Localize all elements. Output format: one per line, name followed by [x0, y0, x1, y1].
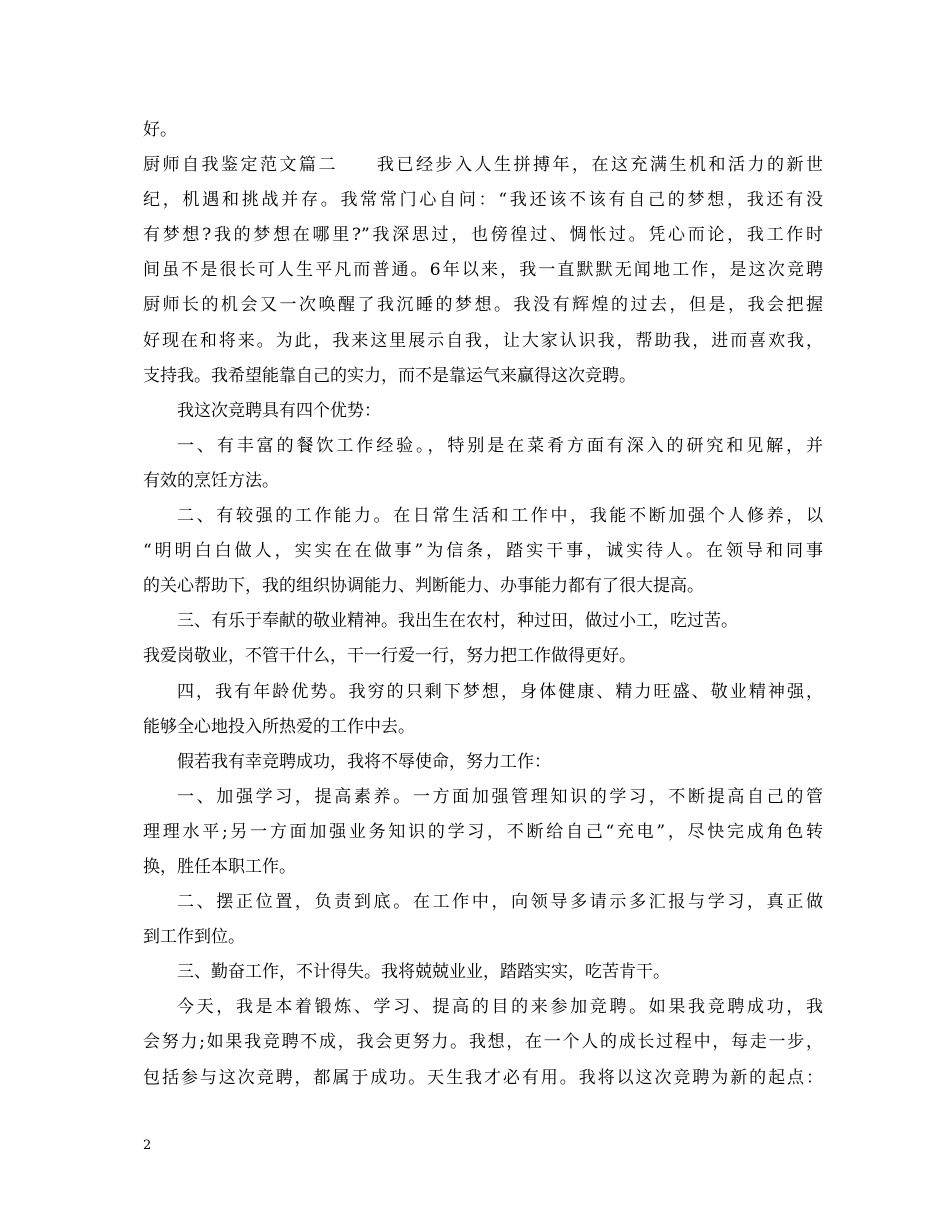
body-line: 二、有较强的工作能力。在日常生活和工作中，我能不断加强个人修养，以 [177, 506, 823, 527]
body-line: 到工作到位。 [143, 927, 245, 948]
body-line: 假若我有幸竞聘成功，我将不辱使命，努力工作： [177, 751, 551, 772]
body-line: 厨师自我鉴定范文篇二 我已经步入人生拼搏年，在这充满生机和活力的新世 [143, 155, 823, 176]
body-line: 一、有丰富的餐饮工作经验。，特别是在菜肴方面有深入的研究和见解，并 [177, 435, 823, 456]
body-line: 能够全心地投入所热爱的工作中去。 [143, 716, 415, 737]
body-line: 纪，机遇和挑战并存。我常常门心自问：“我还该不该有自己的梦想，我还有没 [143, 190, 823, 211]
body-line: 间虽不是很长可人生平凡而普通。6年以来，我一直默默无闻地工作，是这次竞聘 [143, 260, 823, 281]
body-line: 我爱岗敬业，不管干什么，干一行爱一行，努力把工作做得更好。 [143, 646, 636, 667]
body-line: 理理水平;另一方面加强业务知识的学习，不断给自己“充电”，尽快完成角色转 [143, 821, 823, 842]
body-line: 支持我。我希望能靠自己的实力，而不是靠运气来赢得这次竞聘。 [143, 365, 636, 386]
body-line: 我这次竞聘具有四个优势： [177, 400, 381, 421]
body-line: 好。 [143, 120, 177, 140]
document-body [143, 113, 823, 1096]
body-line: 厨师长的机会又一次唤醒了我沉睡的梦想。我没有辉煌的过去，但是，我会把握 [143, 295, 823, 316]
body-line: 一、加强学习，提高素养。一方面加强管理知识的学习，不断提高自己的管 [177, 786, 823, 807]
body-line: 好现在和将来。为此，我来这里展示自我，让大家认识我，帮助我，进而喜欢我， [143, 330, 823, 351]
body-line: 今天，我是本着锻炼、学习、提高的目的来参加竞聘。如果我竞聘成功，我 [177, 997, 823, 1018]
body-line: 三、有乐于奉献的敬业精神。我出生在农村，种过田，做过小工，吃过苦。 [177, 611, 738, 632]
body-line: 换，胜任本职工作。 [143, 856, 296, 877]
body-line: “明明白白做人，实实在在做事”为信条，踏实干事，诚实待人。在领导和同事 [143, 541, 823, 562]
body-line: 四，我有年龄优势。我穷的只剩下梦想，身体健康、精力旺盛、敬业精神强， [177, 681, 823, 702]
body-line: 三、勤奋工作，不计得失。我将兢兢业业，踏踏实实，吃苦肯干。 [177, 962, 670, 983]
body-line: 的关心帮助下，我的组织协调能力、判断能力、办事能力都有了很大提高。 [143, 576, 704, 597]
body-line: 会努力;如果我竞聘不成，我会更努力。我想，在一个人的成长过程中，每走一步， [143, 1032, 823, 1053]
body-line: 有梦想?我的梦想在哪里?”我深思过，也傍徨过、惆怅过。凭心而论，我工作时 [143, 225, 823, 246]
body-line: 有效的烹饪方法。 [143, 470, 279, 491]
body-line: 二、摆正位置，负责到底。在工作中，向领导多请示多汇报与学习，真正做 [177, 892, 823, 913]
body-line: 包括参与这次竞聘，都属于成功。天生我才必有用。我将以这次竞聘为新的起点： [143, 1067, 823, 1088]
page-number: 2 [143, 1138, 152, 1153]
